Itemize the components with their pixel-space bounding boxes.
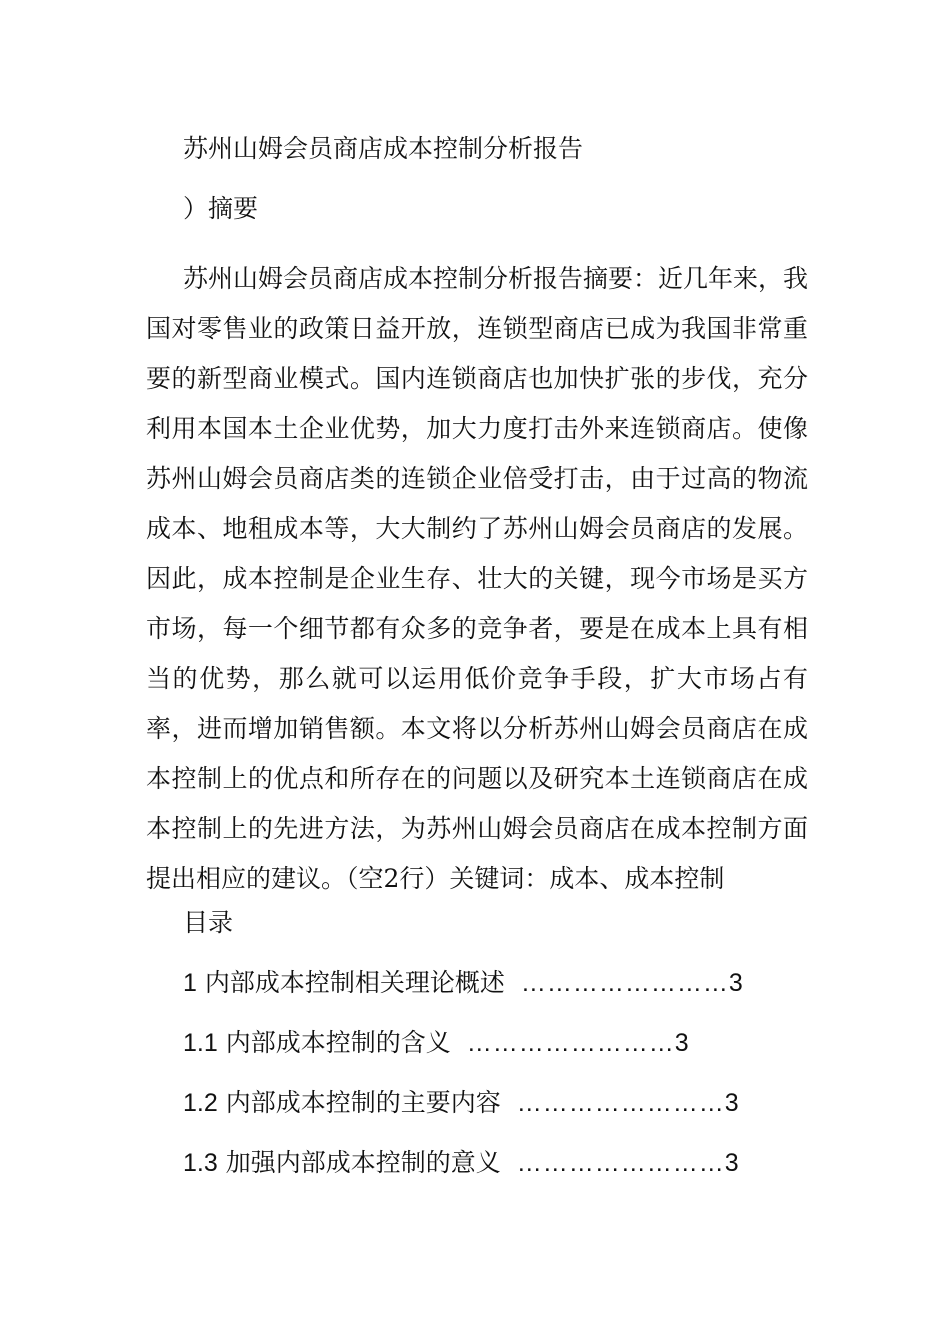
- toc-entry-leader: ……………………: [516, 1149, 725, 1177]
- toc-entry-leader: ……………………: [466, 1029, 675, 1057]
- toc-entry-number: 1.3: [183, 1149, 218, 1177]
- abstract-paragraph: 苏州山姆会员商店成本控制分析报告摘要：近几年来，我国对零售业的政策日益开放，连锁型商店已成为我国非常重要的新型商业模式。国内连锁商店也加快扩张的步伐，充分利用本国本土企业优势，加大力度打击外来连锁商店。使像苏州山姆会员商店类的连锁企业倍受打击，由于过高的物流成本、地租成本等，大大制约了苏州山姆会员商店的发展。因此，成本控制是企业生存、壮大的关键，现今市场是买方市场，每一个细节都有众多的竞争者，要是在成本上具有相当的优势，那么就可以运用低价竞争手段，扩大市场占有率，进而增加销售额。本文将以分析苏州山姆会员商店在成本控制上的优点和所存在的问题以及研究本土连锁商店在成本控制上的先进方法，为苏州山姆会员商店在成本控制方面提出相应的建议。（空2行）关键词：成本、成本控制: [146, 264, 809, 893]
- toc-entry-title: 内部成本控制的含义: [225, 1028, 451, 1057]
- abstract-heading: ）摘要: [183, 194, 259, 223]
- toc-entry-number: 1.1: [183, 1029, 218, 1057]
- toc-entry-page: 3: [724, 1089, 739, 1117]
- toc-entry-leader: ……………………: [520, 969, 729, 997]
- toc-entry[interactable]: [183, 1028, 689, 1058]
- toc-entry[interactable]: [183, 968, 743, 998]
- toc-entry-number: 1: [183, 969, 197, 997]
- toc-entry-page: 3: [674, 1029, 689, 1057]
- toc-entry[interactable]: [183, 1088, 739, 1118]
- toc-entry-leader: ……………………: [516, 1089, 725, 1117]
- toc-entry-title: 内部成本控制的主要内容: [225, 1088, 501, 1117]
- toc-entry-number: 1.2: [183, 1089, 218, 1117]
- toc-entry-title: 内部成本控制相关理论概述: [204, 968, 505, 997]
- toc-entry-page: 3: [724, 1149, 739, 1177]
- toc-entry-title: 加强内部成本控制的意义: [225, 1148, 501, 1177]
- toc-entry-page: 3: [728, 969, 743, 997]
- toc-entry[interactable]: [183, 1148, 739, 1178]
- toc-heading: 目录: [183, 908, 234, 937]
- abstract-body: [146, 254, 808, 904]
- document-title: 苏州山姆会员商店成本控制分析报告: [183, 134, 584, 163]
